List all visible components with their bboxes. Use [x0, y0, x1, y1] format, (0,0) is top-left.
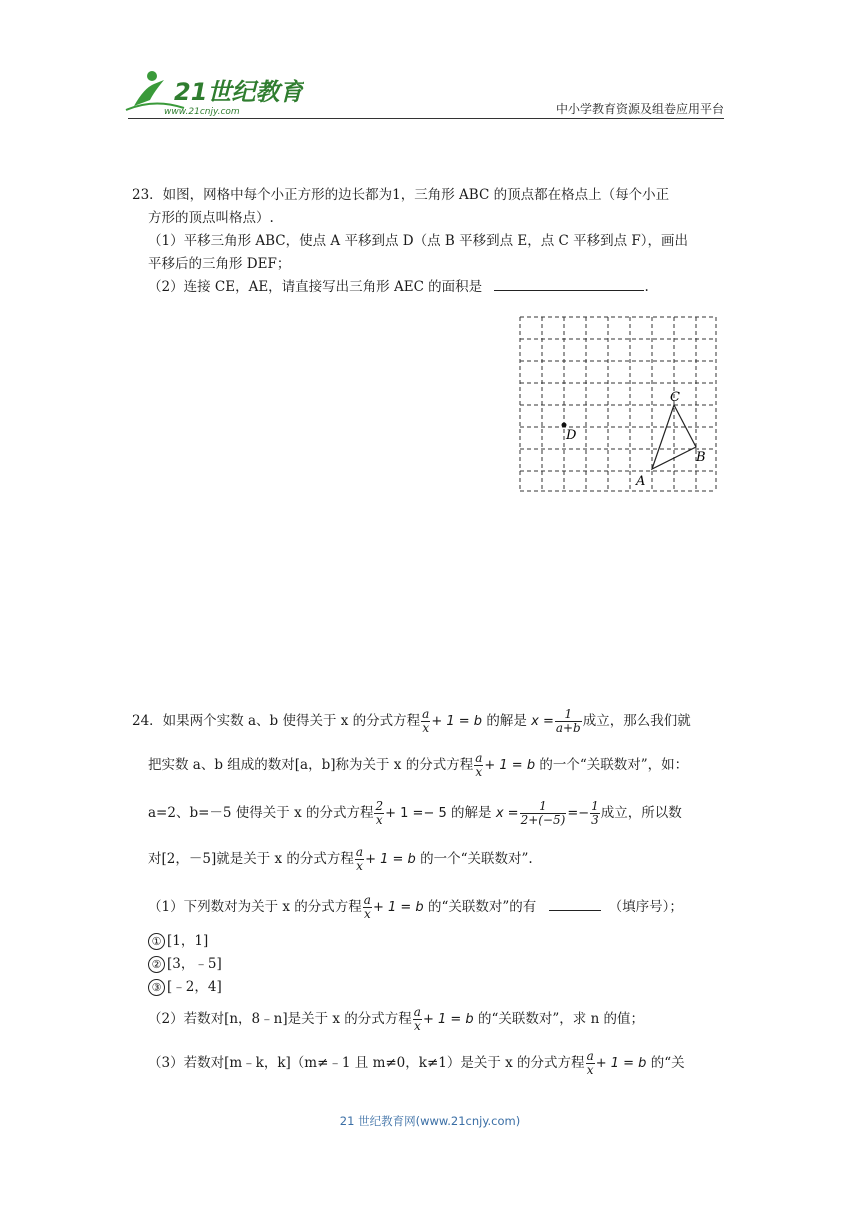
q23-line2: 方形的顶点叫格点）.: [148, 210, 274, 226]
q24-line4: 对[2，－5]就是关于 x 的分式方程 $\frac{a}{x}$ + 1 = b 的一个“关联数对”.: [148, 845, 533, 873]
q24-option-3: ③ [﹣2，4]: [148, 976, 222, 999]
header-platform-text: 中小学教育资源及组卷应用平台: [555, 102, 724, 116]
q24-part1: （1）下列数对为关于 x 的分式方程 $\frac{a}{x}$ + 1 = b 的“关联数对”的有 （填序号）；: [148, 893, 683, 921]
q24-part2: （2）若数对[n，8﹣n]是关于 x 的分式方程 $\frac{a}{x}$ + 1 = b 的“关联数对”，求 n 的值；: [148, 1005, 645, 1033]
q23-part2-text: （2）连接 CE，AE，请直接写出三角形 AEC 的面积是: [148, 279, 483, 295]
q24-part3: （3）若数对[m﹣k，k]（m≠﹣1 且 m≠0，k≠1）是关于 x 的分式方程 $\frac{a}{x}$ + 1 = b 的“关: [148, 1049, 685, 1077]
footer-link[interactable]: 21 世纪教育网(www.21cnjy.com): [339, 1114, 521, 1128]
q24-l1a: 24．如果两个实数 a、b 使得关于 x 的分式方程: [132, 713, 421, 729]
q23-part1a: （1）平移三角形 ABC，使点 A 平移到点 D（点 B 平移到点 E，点 C 平移到点 F），画出: [148, 233, 689, 249]
logo-text: 21世纪教育: [174, 78, 304, 106]
q24-answer-blank[interactable]: [549, 898, 601, 911]
label-c: C: [670, 390, 680, 405]
label-b: B: [696, 450, 706, 465]
q23-part2-end: .: [644, 279, 649, 295]
q23-grid-figure: [518, 315, 723, 501]
q24-line3: a=2、b=－5 使得关于 x 的分式方程 $\frac{2}{x}$ + 1 =− 5 的解是 x = $\frac{1}{2+(-5)}$ =− $\frac{1}{3}$ 成立，所以数: [148, 799, 682, 827]
label-a: A: [636, 474, 646, 489]
q24-option-2: ② [3，﹣5]: [148, 953, 222, 976]
site-logo: [124, 68, 304, 118]
q24-line2: 把实数 a、b 组成的数对[a，b]称为关于 x 的分式方程 $\frac{a}{x}$ + 1 = b 的一个“关联数对”，如：: [148, 751, 689, 779]
q24-line1: 24．如果两个实数 a、b 使得关于 x 的分式方程 $\frac{a}{x}$ + 1 = b 的解是 x = $\frac{1}{a+b}$ 成立，那么我们就: [132, 707, 691, 735]
label-d: D: [566, 428, 577, 443]
q23-answer-blank[interactable]: [494, 278, 644, 291]
header-divider: [128, 118, 724, 119]
point-d: [562, 423, 567, 428]
q23-line1: 23．如图，网格中每个小正方形的边长都为1，三角形 ABC 的顶点都在格点上（每个小正: [132, 187, 670, 203]
logo-url: www.21cnjy.com: [164, 107, 240, 117]
q23-part1b: 平移后的三角形 DEF；: [148, 256, 291, 272]
q24-option-1: ① [1，1]: [148, 930, 208, 953]
q23-part2: [148, 276, 649, 299]
